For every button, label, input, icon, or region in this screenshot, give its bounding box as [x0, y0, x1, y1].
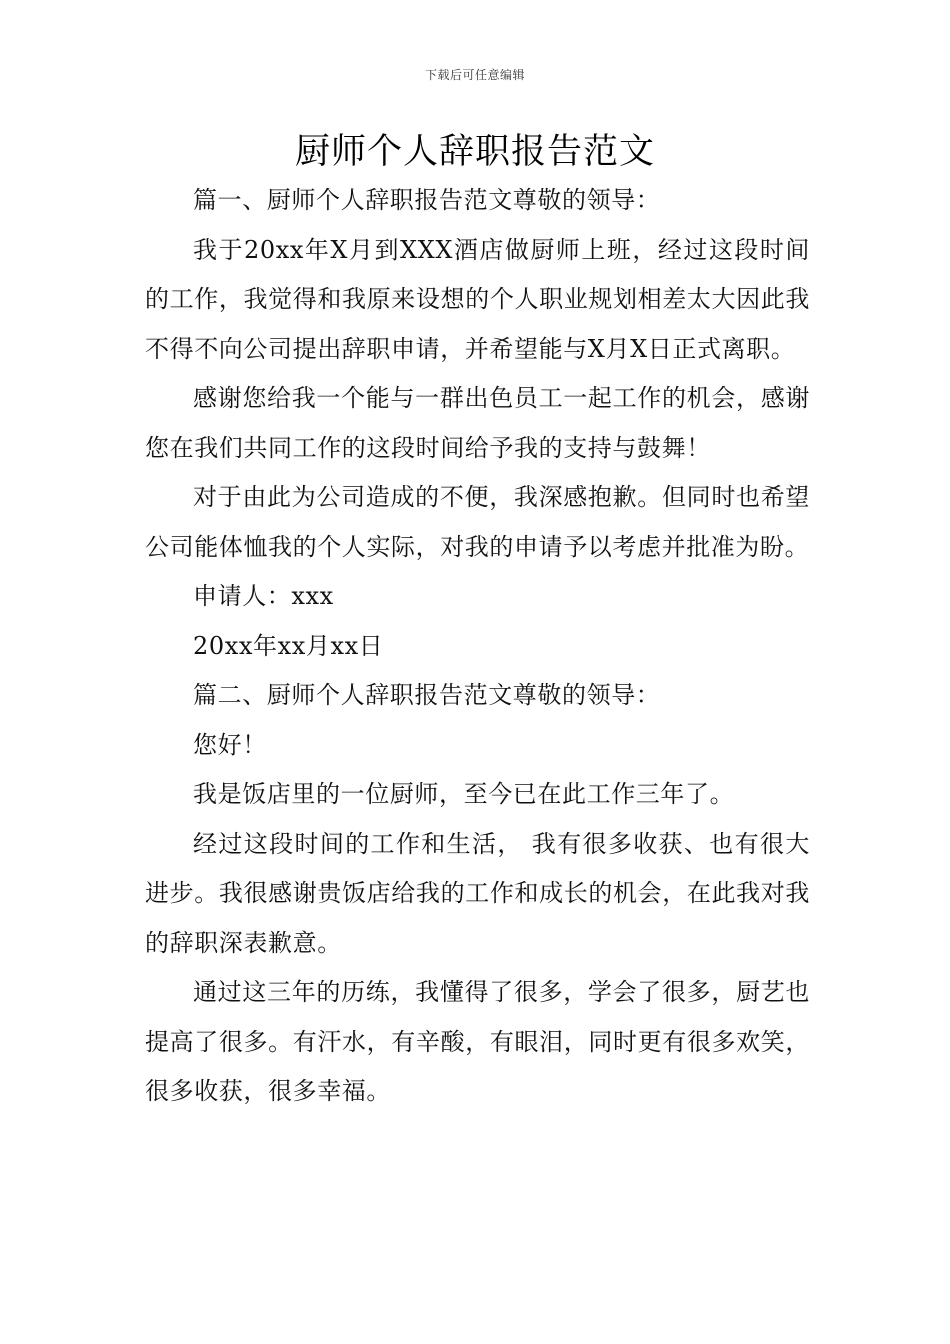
section-two-heading: 篇二、厨师个人辞职报告范文尊敬的领导： — [193, 681, 661, 709]
greeting-line: 您好！ — [193, 730, 267, 759]
applicant-line: 申请人：xxx — [193, 582, 334, 610]
section-one-heading: 篇一、厨师个人辞职报告范文尊敬的领导： — [193, 186, 661, 214]
date-line: 20xx年xx月xx日 — [193, 631, 384, 660]
header-note: 下载后可任意编辑 — [424, 68, 525, 82]
document-body — [145, 176, 810, 1117]
paragraph-thanks: 感谢您给我一个能与一群出色员工一起工作的机会，感谢您在我们共同工作的这段时间给予我的支持与鼓舞！ — [145, 384, 810, 462]
paragraph-self-intro: 我是饭店里的一位厨师，至今已在此工作三年了。 — [193, 780, 735, 808]
paragraph-resignation-intro: 我于20xx年X月到XXX酒店做厨师上班，经过这段时间的工作，我觉得和我原来设想的个人职业规划相差太大因此我不得不向公司提出辞职申请，并希望能与X月X日正式离职。 — [145, 235, 810, 363]
paragraph-experience: 通过这三年的历练，我懂得了很多，学会了很多，厨艺也提高了很多。有汗水，有辛酸，有眼泪，同时更有很多欢笑，很多收获，很多幸福。 — [145, 978, 810, 1105]
paragraph-apology: 对于由此为公司造成的不便，我深感抱歉。但同时也希望公司能体恤我的个人实际，对我的申请予以考虑并批准为盼。 — [145, 483, 810, 561]
paragraph-gains: 经过这段时间的工作和生活， 我有很多收获、也有很大进步。我很感谢贵饭店给我的工作和成长的机会，在此我对我的辞职深表歉意。 — [145, 829, 810, 957]
document-title: 厨师个人辞职报告范文 — [294, 132, 655, 172]
